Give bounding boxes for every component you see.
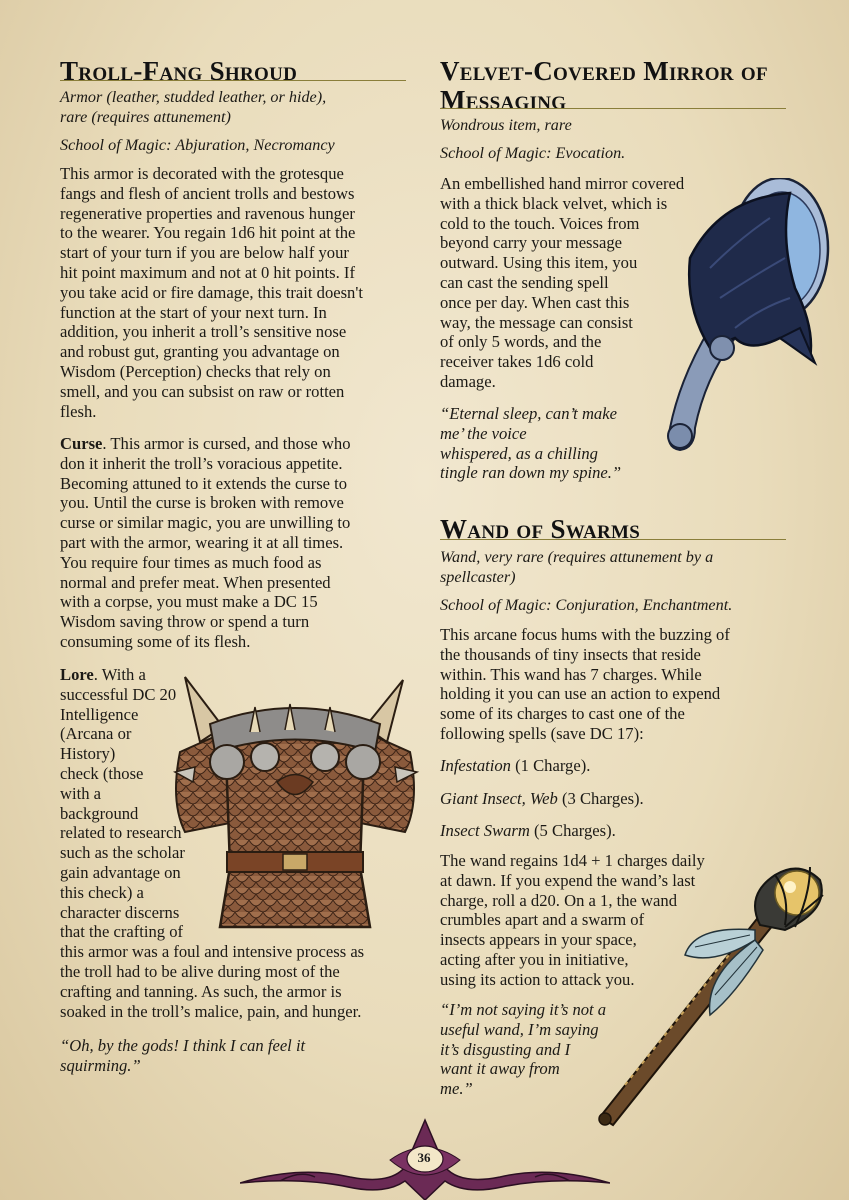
velvet-mirror-illustration (640, 178, 840, 458)
item-school-troll: School of Magic: Abjuration, Necromancy (60, 136, 335, 154)
title-rule (60, 80, 406, 81)
quote-troll: “Oh, by the gods! I think I can feel it squirming.” (60, 1036, 306, 1075)
quote-wand: “I’m not saying it’s not a useful wand, I’m saying it’s disgusting and I want it away from me.” (440, 1000, 607, 1099)
spell-line: Insect Swarm (5 Charges). (440, 821, 616, 840)
spell-line: Giant Insect, Web (3 Charges). (440, 789, 644, 808)
item-school-wand: School of Magic: Conjuration, Enchantment. (440, 596, 733, 614)
curse-paragraph: Curse. This armor is cursed, and those who don it inherit the troll’s voracious appetite. Becoming attuned to it extends the curse to you. Until the curse is broken with remove curse or similar magic, you are unwilling to part with the armor, wearing it at all times. You require four times as much food as normal and prefer meat. When presented with a corpse, you must make a DC 15 Wisdom saving throw or spend a turn consuming some of its flesh. (60, 434, 351, 651)
lore-paragraph: Lore. With a successful DC 20 Intelligence (Arcana or History) check (those with a background related to research such as the scholar gain advantage on this check) a character discerns that the crafting of this armor was a foul and intensive process as the troll had to be alive during most of the crafting and tanning. As such, the armor is soaked in the troll’s malice, pain, and hunger. (60, 665, 365, 1021)
page-number: 36 (417, 1150, 431, 1165)
item-type-troll: Armor (leather, studded leather, or hide), rare (requires attunement) (60, 88, 327, 126)
description-wand: This arcane focus hums with the buzzing of the thousands of tiny insects that reside within. This wand has 7 charges. While holding it you can use an action to expend some of its charges to cast one of the following spells (save DC 17): (440, 625, 730, 743)
title-rule (440, 539, 786, 540)
item-title-troll-fang-shroud: Troll-Fang Shroud (60, 56, 298, 86)
item-title-velvet-mirror: Velvet-Covered Mirror of Messaging (440, 56, 768, 115)
wand-of-swarms-illustration (585, 855, 835, 1130)
item-type-wand: Wand, very rare (requires attunement by a spellcaster) (440, 548, 714, 586)
regain-paragraph: The wand regains 1d4 + 1 charges daily at dawn. If you expend the wand’s last charge, roll a d20. On a 1, the wand crumbles apart and a swarm of insects appears in your space, acting after you in initiative, using its action to attack you. (440, 851, 705, 989)
lore-label: Lore (60, 665, 94, 684)
title-rule (440, 108, 786, 109)
quote-mirror: “Eternal sleep, can’t make me’ the voice whispered, as a chilling tingle ran down my spine.” (440, 404, 622, 483)
description-troll: This armor is decorated with the grotesque fangs and flesh of ancient trolls and bestows regenerative properties and ravenous hunger to the wearer. You regain 1d6 hit point at the start of your turn if you are below half your hit point maximum and not at 0 hit points. If you take acid or fire damage, this trait doesn't function at the start of your next turn. In addition, you inherit a troll’s sensitive nose and robust gut, granting you advantage on Wisdom (Perception) checks that rely on smell, and you can subsist on raw or rotten flesh. (60, 164, 363, 421)
troll-armor-illustration (165, 672, 425, 942)
item-type-mirror: Wondrous item, rare (440, 116, 572, 134)
description-mirror: An embellished hand mirror covered with a thick black velvet, which is cold to the touch. Voices from beyond carry your message outward. Using this item, you can cast the sending spell once per day. When cast this way, the message can consist of only 5 words, and the receiver takes 1d6 cold damage. (440, 174, 685, 391)
spell-line: Infestation (1 Charge). (440, 756, 591, 775)
curse-label: Curse (60, 434, 103, 453)
item-school-mirror: School of Magic: Evocation. (440, 144, 626, 162)
item-title-wand-of-swarms: Wand of Swarms (440, 514, 641, 544)
